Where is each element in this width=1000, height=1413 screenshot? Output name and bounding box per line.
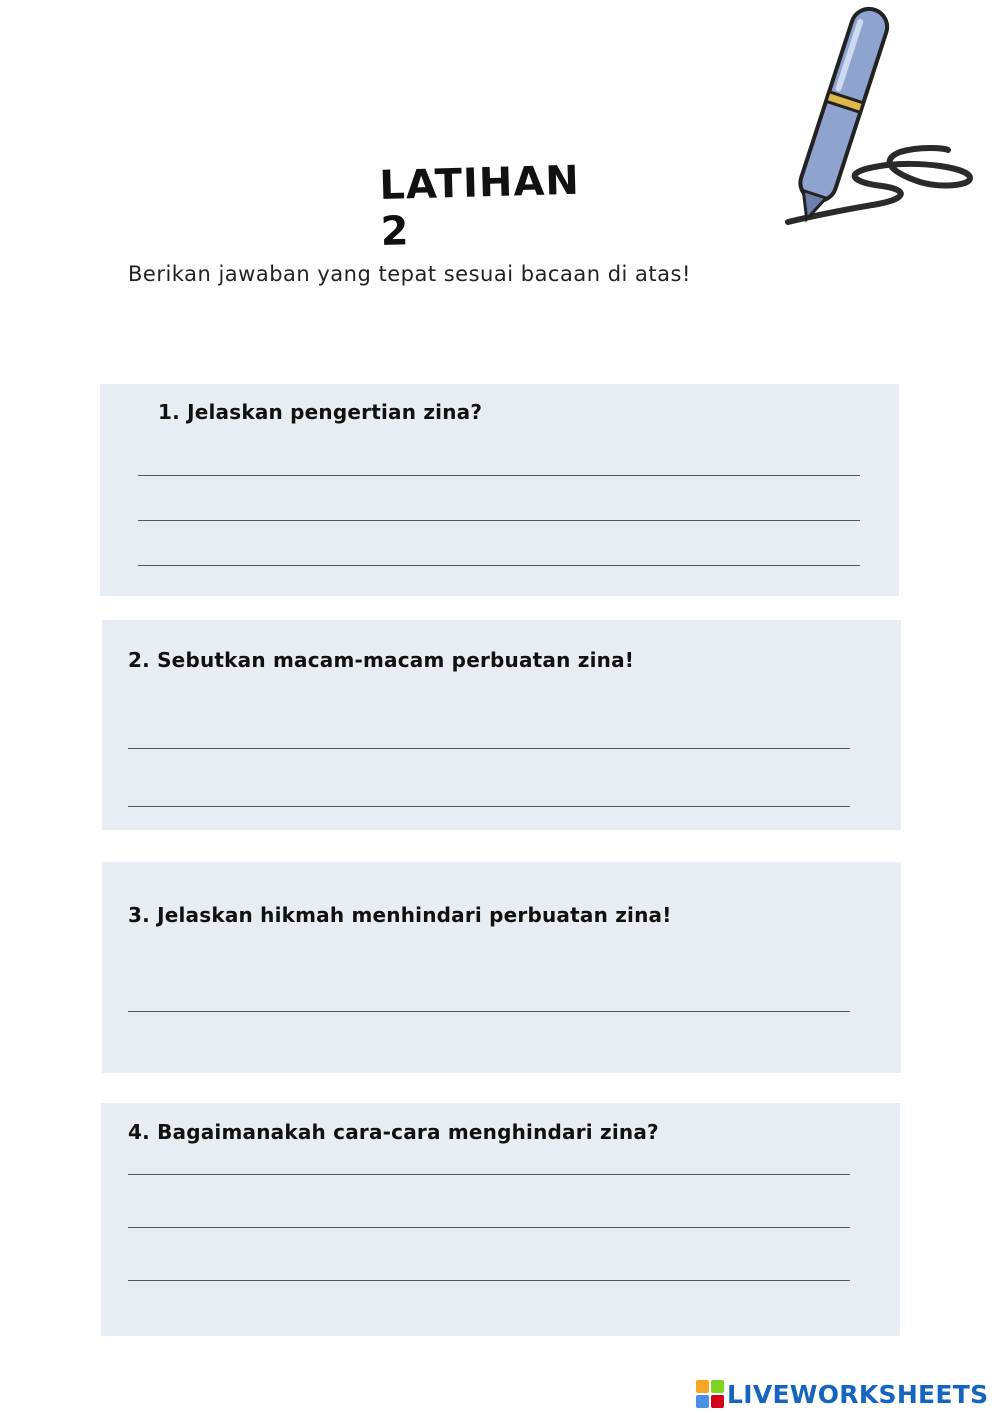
answer-line[interactable]: [128, 1227, 850, 1228]
answer-line[interactable]: [128, 748, 850, 749]
answer-line[interactable]: [138, 565, 860, 566]
logo-text: LIVEWORKSHEETS: [727, 1379, 989, 1409]
question-box-3: [102, 862, 901, 1073]
question-3-text: 3. Jelaskan hikmah menhindari perbuatan zina!: [128, 903, 672, 927]
question-4-text: 4. Bagaimanakah cara-cara menghindari zina?: [128, 1120, 659, 1144]
worksheet-title: LATIHAN 2: [378, 157, 581, 255]
answer-line[interactable]: [128, 1011, 850, 1012]
answer-line[interactable]: [138, 475, 860, 476]
question-2-text: 2. Sebutkan macam-macam perbuatan zina!: [128, 648, 635, 672]
answer-line[interactable]: [128, 1280, 850, 1281]
pen-icon: [770, 0, 985, 235]
logo-mark-icon: [696, 1380, 724, 1408]
instruction-text: Berikan jawaban yang tepat sesuai bacaan di atas!: [128, 262, 691, 286]
question-1-text: 1. Jelaskan pengertian zina?: [158, 400, 483, 424]
answer-line[interactable]: [138, 520, 860, 521]
answer-line[interactable]: [128, 1174, 850, 1175]
liveworksheets-logo[interactable]: [696, 1378, 988, 1410]
answer-line[interactable]: [128, 806, 850, 807]
